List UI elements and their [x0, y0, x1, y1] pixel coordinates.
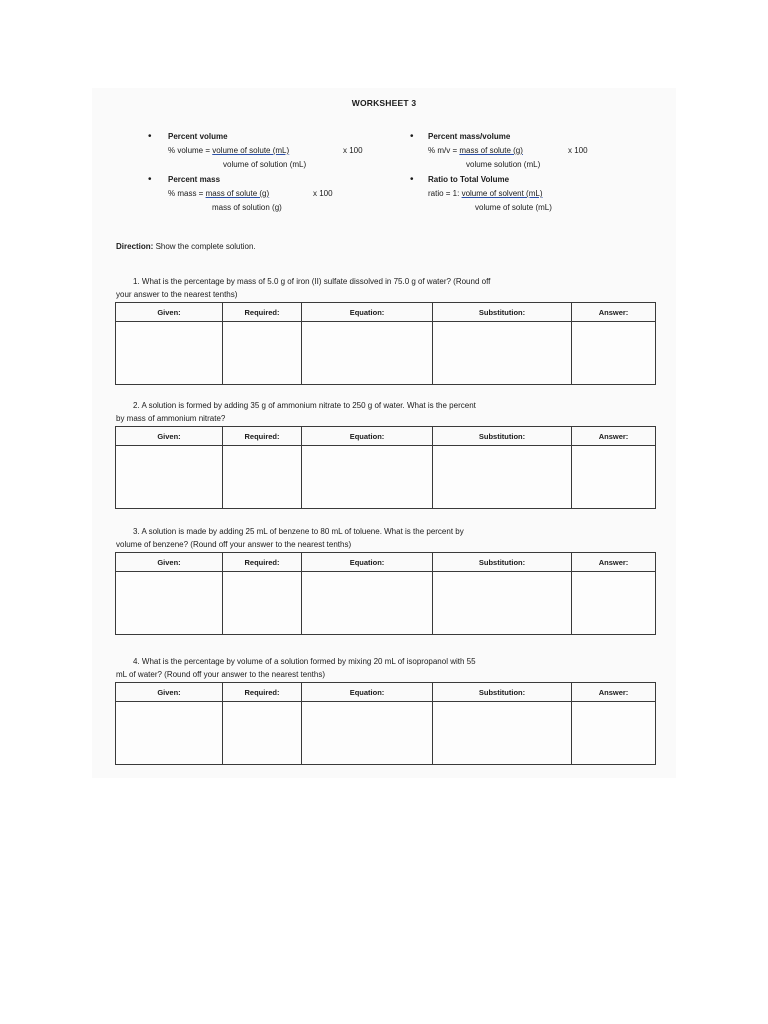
header-equation: Equation:	[302, 303, 433, 322]
ratio-total-volume-denominator: volume of solute (mL)	[475, 203, 552, 212]
given-cell[interactable]	[116, 702, 223, 765]
required-cell[interactable]	[223, 446, 302, 509]
percent-volume-heading: Percent volume	[168, 132, 228, 141]
equation-cell[interactable]	[302, 572, 433, 635]
header-required: Required:	[223, 303, 302, 322]
header-given: Given:	[116, 427, 223, 446]
answer-table-2-header	[116, 427, 656, 446]
header-given: Given:	[116, 553, 223, 572]
header-substitution: Substitution:	[433, 683, 572, 702]
percent-mass-volume-heading: Percent mass/volume	[428, 132, 511, 141]
percent-mass-numerator: mass of solute (g)	[205, 189, 270, 198]
equation-cell[interactable]	[302, 702, 433, 765]
bullet-ratio-total-volume: •	[410, 174, 414, 185]
header-required: Required:	[223, 683, 302, 702]
question-4-line-1: 4. What is the percentage by volume of a solution formed by mixing 20 mL of isopropanol with 55	[133, 657, 476, 666]
required-cell[interactable]	[223, 702, 302, 765]
question-4	[116, 655, 676, 681]
percent-mass-formula	[168, 189, 269, 198]
answer-table-1	[115, 302, 656, 385]
bullet-percent-mass: •	[148, 174, 152, 185]
header-answer: Answer:	[572, 427, 656, 446]
given-cell[interactable]	[116, 446, 223, 509]
header-required: Required:	[223, 427, 302, 446]
question-2	[116, 399, 676, 425]
direction-text: Show the complete solution.	[153, 242, 256, 251]
answer-table-2	[115, 426, 656, 509]
question-3-line-2: volume of benzene? (Round off your answer to the nearest tenths)	[116, 540, 352, 549]
percent-volume-lhs: % volume =	[168, 146, 213, 155]
percent-mass-multiplier: x 100	[313, 189, 333, 198]
percent-mass-volume-formula	[428, 146, 523, 155]
answer-cell[interactable]	[572, 572, 656, 635]
percent-mass-denominator: mass of solution (g)	[212, 203, 282, 212]
answer-table-4-header	[116, 683, 656, 702]
bullet-percent-mass-volume: •	[410, 131, 414, 142]
question-4-line-2: mL of water? (Round off your answer to the nearest tenths)	[116, 670, 325, 679]
given-cell[interactable]	[116, 572, 223, 635]
header-answer: Answer:	[572, 303, 656, 322]
answer-table-1-row	[116, 322, 656, 385]
answer-table-3-row	[116, 572, 656, 635]
question-1	[116, 275, 676, 301]
answer-table-3	[115, 552, 656, 635]
header-answer: Answer:	[572, 683, 656, 702]
answer-cell[interactable]	[572, 702, 656, 765]
question-3-line-1: 3. A solution is made by adding 25 mL of benzene to 80 mL of toluene. What is the percent by	[133, 527, 464, 536]
worksheet-title: WORKSHEET 3	[351, 98, 417, 108]
equation-cell[interactable]	[302, 322, 433, 385]
answer-cell[interactable]	[572, 322, 656, 385]
ratio-total-volume-heading: Ratio to Total Volume	[428, 175, 510, 184]
header-equation: Equation:	[302, 553, 433, 572]
direction-line	[116, 242, 256, 251]
percent-volume-denominator: volume of solution (mL)	[223, 160, 307, 169]
worksheet-page	[92, 88, 676, 778]
required-cell[interactable]	[223, 572, 302, 635]
ratio-total-volume-lhs: ratio = 1:	[428, 189, 462, 198]
direction-label: Direction:	[116, 242, 154, 251]
percent-mass-volume-multiplier: x 100	[568, 146, 588, 155]
percent-volume-numerator: volume of solute (mL)	[212, 146, 290, 155]
header-substitution: Substitution:	[433, 303, 572, 322]
ratio-total-volume-numerator: volume of solvent (mL)	[461, 189, 543, 198]
answer-cell[interactable]	[572, 446, 656, 509]
substitution-cell[interactable]	[433, 702, 572, 765]
percent-volume-multiplier: x 100	[343, 146, 363, 155]
equation-cell[interactable]	[302, 446, 433, 509]
substitution-cell[interactable]	[433, 322, 572, 385]
header-required: Required:	[223, 553, 302, 572]
percent-mass-volume-numerator: mass of solute (g)	[459, 146, 523, 155]
header-substitution: Substitution:	[433, 553, 572, 572]
header-given: Given:	[116, 303, 223, 322]
header-equation: Equation:	[302, 683, 433, 702]
percent-mass-lhs: % mass =	[168, 189, 206, 198]
header-substitution: Substitution:	[433, 427, 572, 446]
answer-table-2-row	[116, 446, 656, 509]
answer-table-4-row	[116, 702, 656, 765]
header-answer: Answer:	[572, 553, 656, 572]
required-cell[interactable]	[223, 322, 302, 385]
answer-table-4	[115, 682, 656, 765]
question-1-line-1: 1. What is the percentage by mass of 5.0 g of iron (II) sulfate dissolved in 75.0 g of water? (Round off	[133, 277, 491, 286]
percent-mass-heading: Percent mass	[168, 175, 221, 184]
header-given: Given:	[116, 683, 223, 702]
substitution-cell[interactable]	[433, 446, 572, 509]
question-3	[116, 525, 676, 551]
answer-table-3-header	[116, 553, 656, 572]
substitution-cell[interactable]	[433, 572, 572, 635]
bullet-percent-volume: •	[148, 131, 152, 142]
percent-mass-volume-denominator: volume solution (mL)	[466, 160, 541, 169]
question-1-line-2: your answer to the nearest tenths)	[116, 290, 238, 299]
given-cell[interactable]	[116, 322, 223, 385]
answer-table-1-header	[116, 303, 656, 322]
percent-volume-formula	[168, 146, 289, 155]
header-equation: Equation:	[302, 427, 433, 446]
question-2-line-2: by mass of ammonium nitrate?	[116, 414, 226, 423]
ratio-total-volume-formula	[428, 189, 543, 198]
percent-mass-volume-lhs: % m/v =	[428, 146, 460, 155]
question-2-line-1: 2. A solution is formed by adding 35 g of ammonium nitrate to 250 g of water. What is the percent	[133, 401, 476, 410]
